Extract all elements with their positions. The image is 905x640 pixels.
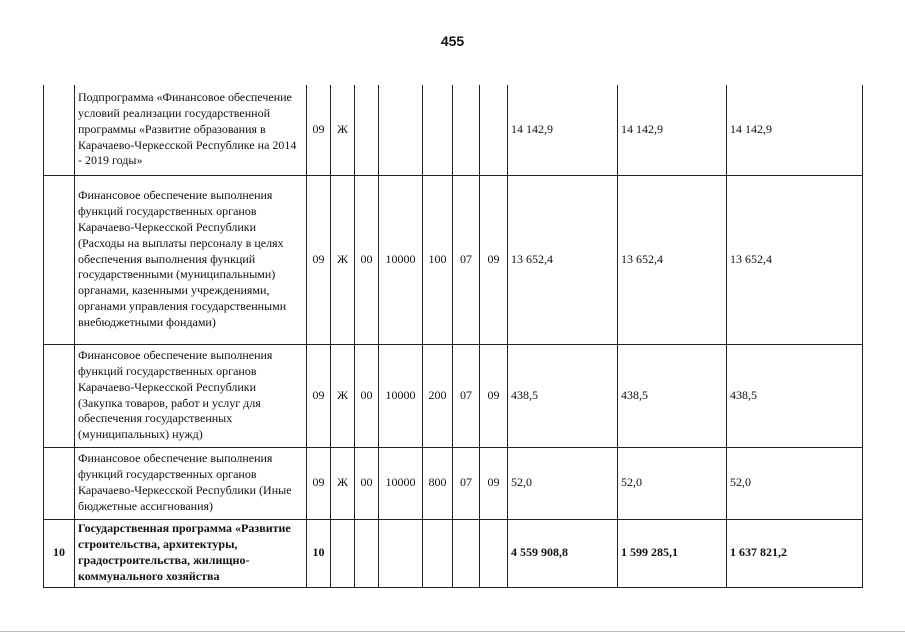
table-row bbox=[44, 344, 863, 447]
amount-2017-cell: 438,5 bbox=[508, 344, 618, 447]
code-direction-cell: 10000 bbox=[379, 447, 423, 519]
code-subsection-cell bbox=[480, 85, 508, 175]
row-number-cell bbox=[44, 175, 75, 344]
amount-2017-cell: 13 652,4 bbox=[508, 175, 618, 344]
code-direction-cell bbox=[379, 519, 423, 587]
code-expense-type-cell bbox=[423, 85, 453, 175]
amount-2017-cell: 52,0 bbox=[508, 447, 618, 519]
budget-table bbox=[43, 85, 863, 588]
row-number-cell bbox=[44, 344, 75, 447]
code-ministry-cell: 09 bbox=[307, 447, 331, 519]
code-expense-type-cell: 800 bbox=[423, 447, 453, 519]
code-subsection-cell: 09 bbox=[480, 175, 508, 344]
row-number-cell bbox=[44, 85, 75, 175]
code-program-cell: Ж bbox=[331, 85, 355, 175]
code-ministry-cell: 09 bbox=[307, 175, 331, 344]
amount-2018-cell: 1 599 285,1 bbox=[618, 519, 727, 587]
amount-2018-cell: 14 142,9 bbox=[618, 85, 727, 175]
amount-2017-cell: 4 559 908,8 bbox=[508, 519, 618, 587]
code-program-cell: Ж bbox=[331, 175, 355, 344]
code-ministry-cell: 09 bbox=[307, 344, 331, 447]
code-direction-cell: 10000 bbox=[379, 175, 423, 344]
table-row bbox=[44, 447, 863, 519]
row-name-cell: Финансовое обеспечение выполнения функций государственных органов Карачаево-Черкесской Республики (Закупка товаров, работ и услуг для обеспечения государственных (муниципальных) нужд) bbox=[75, 344, 307, 447]
row-name-cell: Финансовое обеспечение выполнения функций государственных органов Карачаево-Черкесской Республики (Расходы на выплаты персоналу в целях обеспечения выполнения функций государственными (муниципальными) органами, казенными учреждениями, органами управления государственными внебюджетными фондами) bbox=[75, 175, 307, 344]
amount-2017-cell: 14 142,9 bbox=[508, 85, 618, 175]
code-subprogram-cell: 00 bbox=[355, 447, 379, 519]
row-number-cell: 10 bbox=[44, 519, 75, 587]
code-direction-cell: 10000 bbox=[379, 344, 423, 447]
page-number: 455 bbox=[440, 33, 465, 49]
footer-rule bbox=[0, 631, 905, 632]
code-section-cell: 07 bbox=[453, 175, 480, 344]
amount-2018-cell: 438,5 bbox=[618, 344, 727, 447]
amount-2019-cell: 14 142,9 bbox=[727, 85, 863, 175]
amount-2019-cell: 13 652,4 bbox=[727, 175, 863, 344]
code-section-cell bbox=[453, 519, 480, 587]
code-program-cell bbox=[331, 519, 355, 587]
code-section-cell: 07 bbox=[453, 447, 480, 519]
code-program-cell: Ж bbox=[331, 447, 355, 519]
amount-2018-cell: 13 652,4 bbox=[618, 175, 727, 344]
code-expense-type-cell: 100 bbox=[423, 175, 453, 344]
code-subprogram-cell: 00 bbox=[355, 175, 379, 344]
row-name-cell: Государственная программа «Развитие строительства, архитектуры, градостроительства, жилищно-коммунального хозяйства bbox=[75, 519, 307, 587]
code-subsection-cell bbox=[480, 519, 508, 587]
code-expense-type-cell bbox=[423, 519, 453, 587]
code-subprogram-cell bbox=[355, 85, 379, 175]
code-subsection-cell: 09 bbox=[480, 344, 508, 447]
code-expense-type-cell: 200 bbox=[423, 344, 453, 447]
amount-2019-cell: 1 637 821,2 bbox=[727, 519, 863, 587]
row-name-cell: Подпрограмма «Финансовое обеспечение условий реализации государственной программы «Развитие образования в Карачаево-Черкесской Республике на 2014 - 2019 годы» bbox=[75, 85, 307, 175]
code-subprogram-cell bbox=[355, 519, 379, 587]
code-subsection-cell: 09 bbox=[480, 447, 508, 519]
code-section-cell bbox=[453, 85, 480, 175]
code-ministry-cell: 10 bbox=[307, 519, 331, 587]
row-name-cell: Финансовое обеспечение выполнения функций государственных органов Карачаево-Черкесской Республики (Иные бюджетные ассигнования) bbox=[75, 447, 307, 519]
code-section-cell: 07 bbox=[453, 344, 480, 447]
row-number-cell bbox=[44, 447, 75, 519]
table-row bbox=[44, 85, 863, 175]
amount-2018-cell: 52,0 bbox=[618, 447, 727, 519]
amount-2019-cell: 52,0 bbox=[727, 447, 863, 519]
code-program-cell: Ж bbox=[331, 344, 355, 447]
amount-2019-cell: 438,5 bbox=[727, 344, 863, 447]
code-subprogram-cell: 00 bbox=[355, 344, 379, 447]
table-row bbox=[44, 175, 863, 344]
code-direction-cell bbox=[379, 85, 423, 175]
table-row bbox=[44, 519, 863, 587]
code-ministry-cell: 09 bbox=[307, 85, 331, 175]
